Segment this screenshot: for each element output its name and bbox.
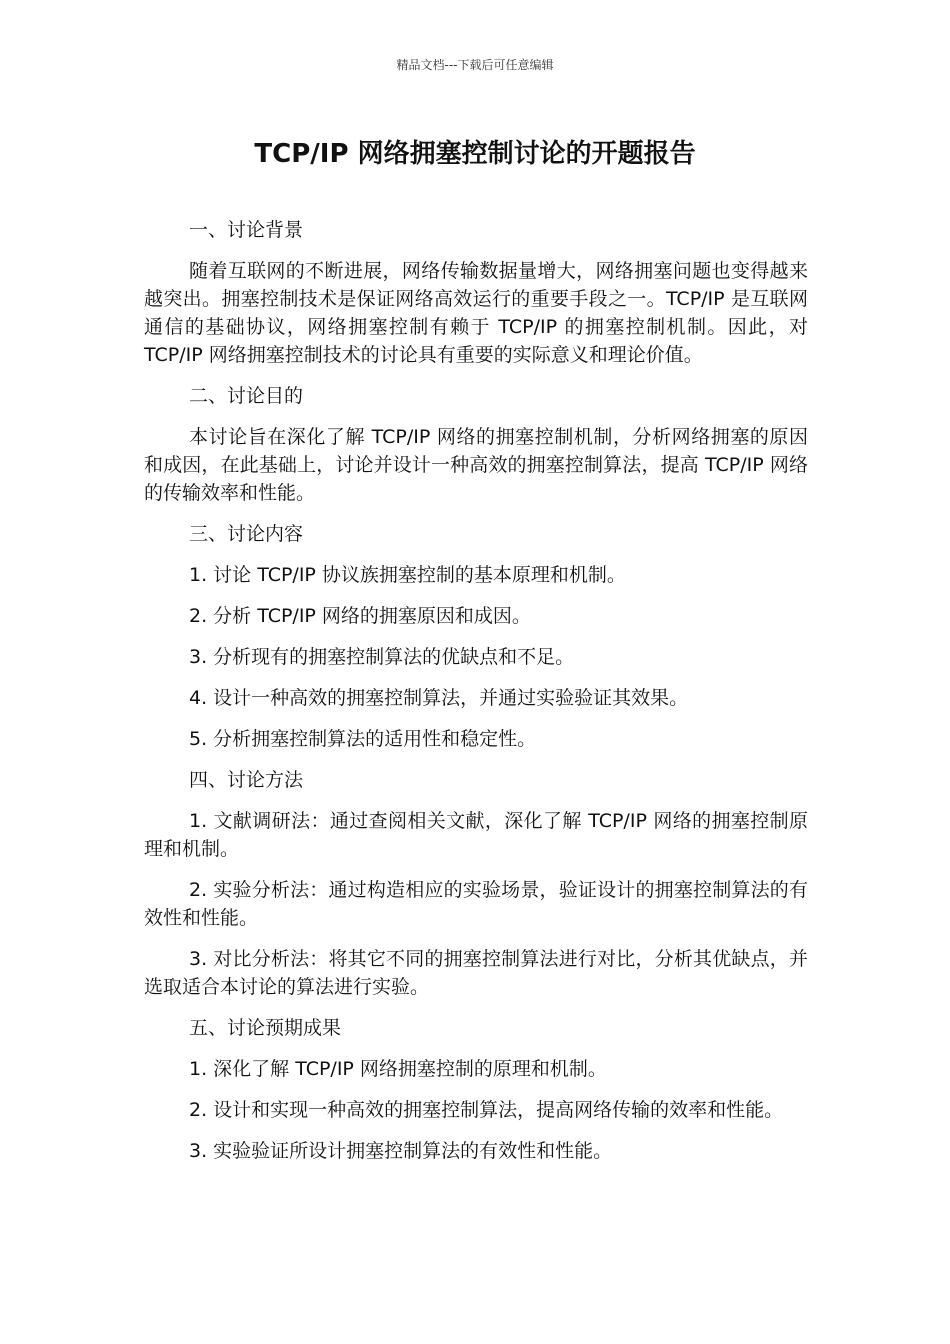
section-heading-methods: 四、讨论方法 — [189, 769, 304, 791]
list-item: 2. 实验分析法：通过构造相应的实验场景，验证设计的拥塞控制算法的有效性和性能。 — [144, 879, 808, 929]
list-item: 3. 对比分析法：将其它不同的拥塞控制算法进行对比，分析其优缺点，并选取适合本讨论的算法进行实验。 — [144, 948, 808, 998]
list-item: 1. 文献调研法：通过查阅相关文献，深化了解 TCP/IP 网络的拥塞控制原理和机制。 — [144, 810, 808, 860]
list-item: 5. 分析拥塞控制算法的适用性和稳定性。 — [189, 728, 537, 750]
list-item: 3. 分析现有的拥塞控制算法的优缺点和不足。 — [189, 646, 575, 668]
section-heading-purpose: 二、讨论目的 — [189, 385, 304, 407]
list-item: 1. 深化了解 TCP/IP 网络拥塞控制的原理和机制。 — [189, 1058, 607, 1080]
list-item: 3. 实验验证所设计拥塞控制算法的有效性和性能。 — [189, 1140, 613, 1162]
paragraph-background: 随着互联网的不断进展，网络传输数据量增大，网络拥塞问题也变得越来越突出。拥塞控制技术是保证网络高效运行的重要手段之一。TCP/IP 是互联网通信的基础协议，网络拥塞控制有赖于 TCP/IP 的拥塞控制机制。因此，对 TCP/IP 网络拥塞控制技术的讨论具有重要的实际意义和理论价值。 — [144, 260, 808, 366]
document-title: TCP/IP 网络拥塞控制讨论的开题报告 — [254, 139, 696, 169]
section-heading-background: 一、讨论背景 — [189, 219, 304, 241]
list-item: 2. 设计和实现一种高效的拥塞控制算法，提高网络传输的效率和性能。 — [189, 1099, 784, 1121]
list-item: 1. 讨论 TCP/IP 协议族拥塞控制的基本原理和机制。 — [189, 564, 626, 586]
list-item: 2. 分析 TCP/IP 网络的拥塞原因和成因。 — [189, 605, 531, 627]
section-heading-content: 三、讨论内容 — [189, 523, 304, 545]
list-item: 4. 设计一种高效的拥塞控制算法，并通过实验验证其效果。 — [189, 687, 689, 709]
document-body — [144, 216, 808, 1178]
section-heading-outcomes: 五、讨论预期成果 — [189, 1017, 342, 1039]
page-header: 精品文档---下载后可任意编辑 — [396, 58, 554, 72]
paragraph-purpose: 本讨论旨在深化了解 TCP/IP 网络的拥塞控制机制，分析网络拥塞的原因和成因，在此基础上，讨论并设计一种高效的拥塞控制算法，提高 TCP/IP 网络的传输效率和性能。 — [144, 426, 808, 504]
